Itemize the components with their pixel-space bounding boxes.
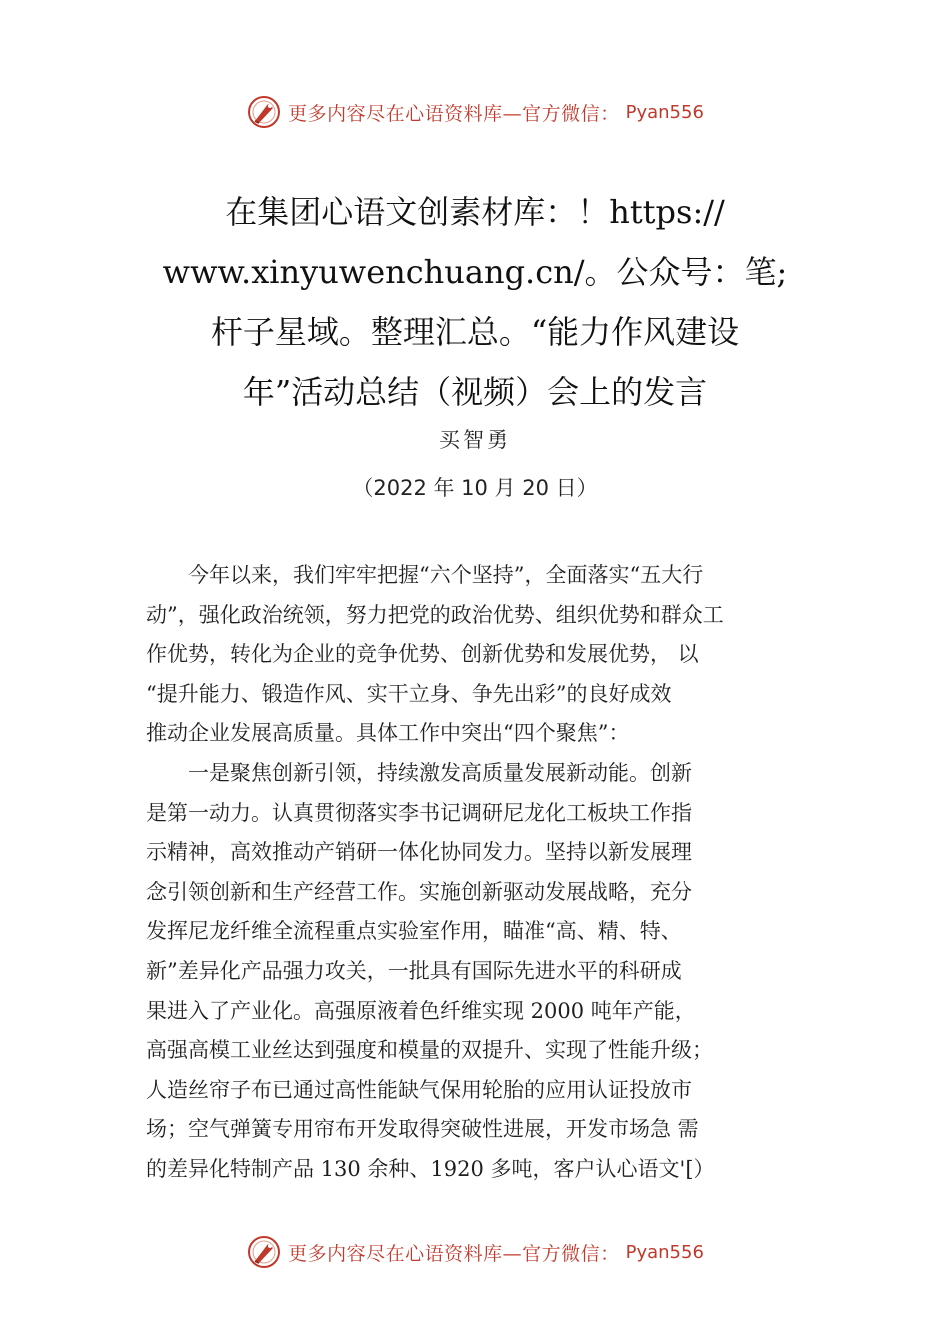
body-line: 新”差异化产品强力攻关，一批具有国际先进水平的科研成 (146, 958, 682, 983)
pen-nib-circle-icon (246, 94, 282, 130)
body-line: 作优势，转化为企业的竞争优势、创新优势和发展优势， 以 (146, 642, 699, 667)
document-title (120, 182, 830, 422)
footer-watermark-banner (0, 1232, 950, 1272)
body-line: 一是聚焦创新引领，持续激发高质量发展新动能。创新 (146, 760, 692, 785)
body-line: 是第一动力。认真贯彻落实李书记调研尼龙化工板块工作指 (146, 800, 692, 825)
header-watermark-banner (0, 92, 950, 132)
body-line: “提升能力、锻造作风、实干立身、争先出彩”的良好成效 (146, 681, 672, 706)
document-date: （2022 年 10 月 20 日） (352, 476, 598, 500)
body-line: 发挥尼龙纤维全流程重点实验室作用，瞄准“高、精、特、 (146, 919, 682, 944)
body-line: 场；空气弹簧专用帘布开发取得突破性进展，开发市场急 需 (146, 1117, 699, 1142)
body-line: 示精神，高效推动产销研一体化协同发力。坚持以新发展理 (146, 840, 692, 865)
body-paragraphs (146, 556, 826, 1190)
body-line: 果进入了产业化。高强原液着色纤维实现 2000 吨年产能， (146, 998, 696, 1023)
banner-contact: Pyan556 (625, 101, 704, 123)
author-name: 买智勇 (439, 428, 511, 452)
title-line: 杆子星域。整理汇总。“能力作风建设 (210, 313, 740, 351)
banner-contact: Pyan556 (625, 1241, 704, 1263)
body-line: 今年以来，我们牢牢把握“六个坚持”，全面落实“五大行 (146, 563, 704, 587)
banner-text: 更多内容尽在心语资料库—官方微信： (288, 1242, 620, 1265)
body-line: 高强高模工业丝达到强度和模量的双提升、实现了性能升级； (146, 1038, 713, 1063)
banner-text: 更多内容尽在心语资料库—官方微信： (288, 102, 620, 125)
title-line: www.xinyuwenchuang.cn/。公众号：笔; (162, 253, 788, 291)
body-line: 人造丝帘子布已通过高性能缺气保用轮胎的应用认证投放市 (146, 1077, 692, 1102)
body-line: 推动企业发展高质量。具体工作中突出“四个聚焦”： (146, 721, 630, 746)
body-line: 动”，强化政治统领，努力把党的政治优势、组织优势和群众工 (146, 602, 724, 627)
pen-nib-circle-icon (246, 1234, 282, 1270)
title-line: 年”活动总结（视频）会上的发言 (242, 373, 708, 411)
body-line: 念引领创新和生产经营工作。实施创新驱动发展战略，充分 (146, 879, 692, 904)
body-line: 的差异化特制产品 130 余种、1920 多吨，客户认心语文'[） (146, 1156, 715, 1181)
title-line: 在集团心语文创素材库：！https:// (225, 193, 725, 231)
